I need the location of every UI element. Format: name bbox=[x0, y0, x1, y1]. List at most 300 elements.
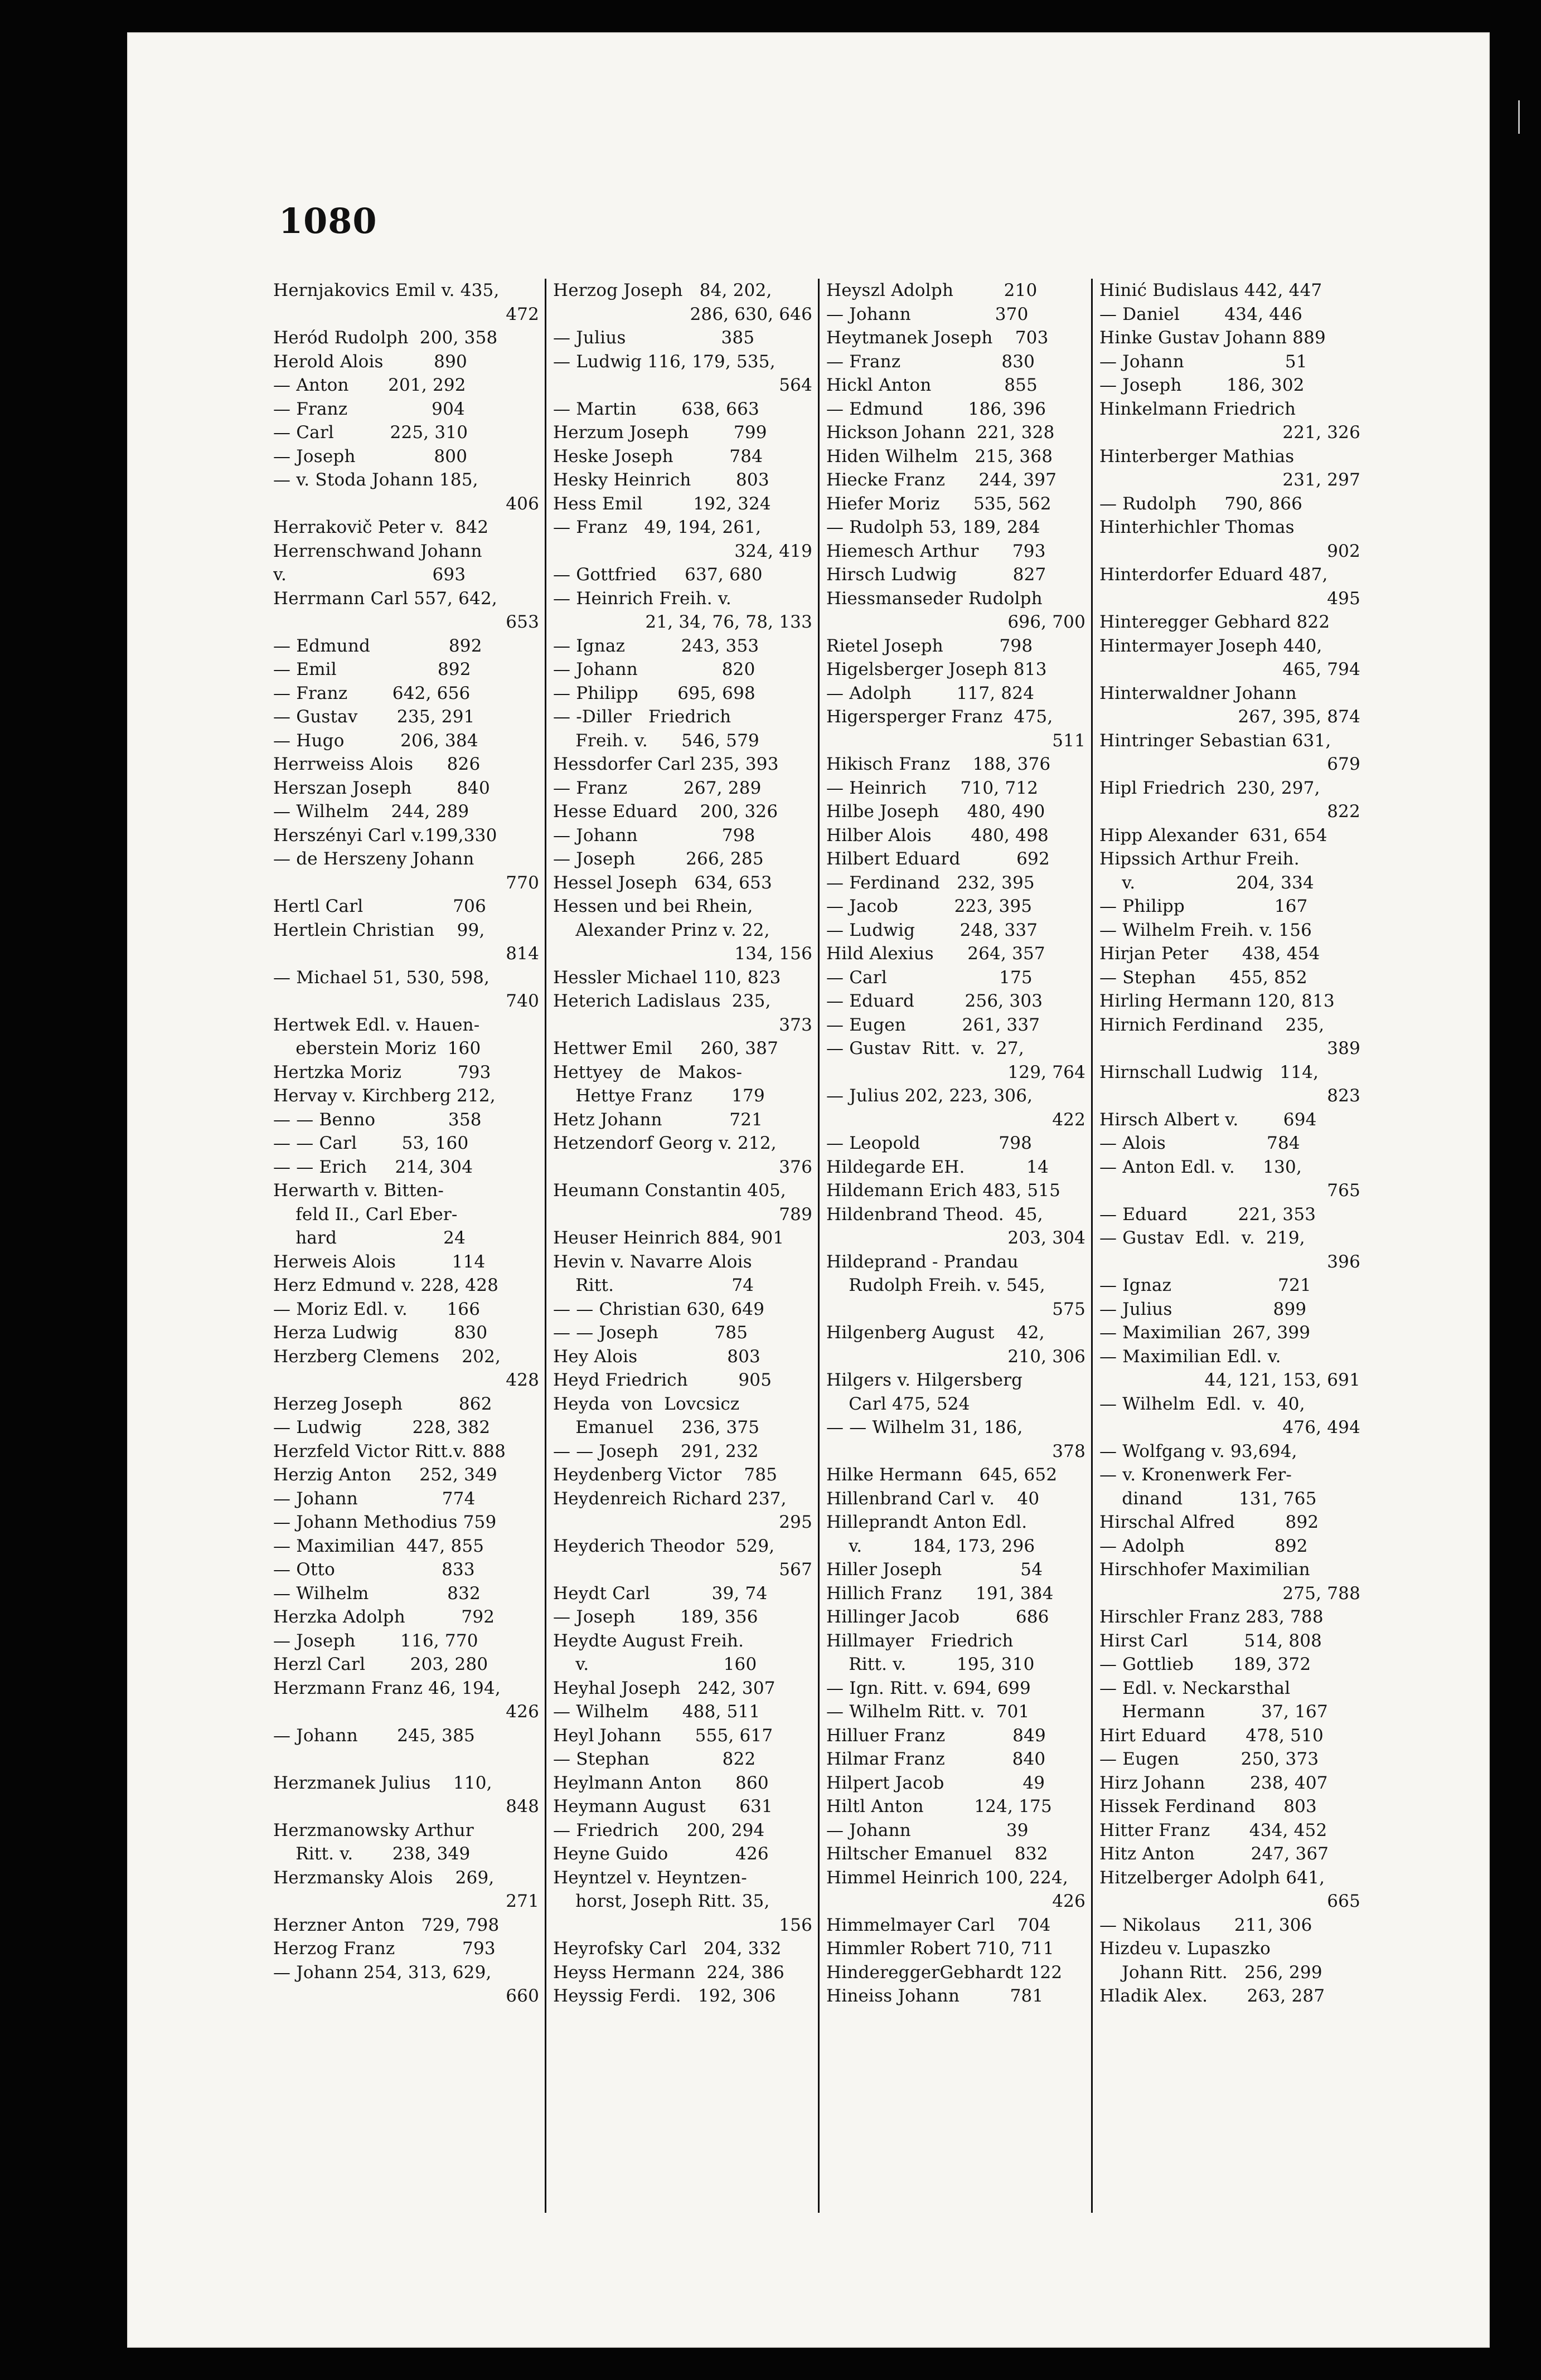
index-entry: Herzmanek Julius 110, bbox=[273, 1772, 492, 1793]
index-entry: — Stephan 455, 852 bbox=[1099, 967, 1307, 988]
index-entry: — Wilhelm 244, 289 bbox=[273, 802, 469, 822]
index-entry: Hertwek Edl. v. Hauen- bbox=[273, 1014, 480, 1035]
index-entry: — Wolfgang v. 93,694, bbox=[1099, 1441, 1297, 1461]
index-entry: Heyl Johann 555, 617 bbox=[553, 1725, 773, 1746]
index-entry: 740 bbox=[506, 991, 539, 1011]
index-entry: Hilke Hermann 645, 652 bbox=[826, 1465, 1058, 1485]
index-entry: Hirt Eduard 478, 510 bbox=[1099, 1725, 1324, 1746]
index-entry: horst, Joseph Ritt. 35, bbox=[553, 1891, 770, 1911]
index-entry: 426 bbox=[1052, 1891, 1086, 1911]
index-entry: — Joseph 800 bbox=[273, 446, 468, 467]
index-entry: Hillmayer Friedrich bbox=[826, 1630, 1014, 1651]
index-entry: Hertl Carl 706 bbox=[273, 896, 486, 916]
index-entry: — Leopold 798 bbox=[826, 1133, 1033, 1153]
index-entry: Hirst Carl 514, 808 bbox=[1099, 1630, 1322, 1651]
index-entry: 575 bbox=[1052, 1299, 1086, 1319]
index-entry: Heyhal Joseph 242, 307 bbox=[553, 1678, 776, 1698]
index-entry: hard 24 bbox=[273, 1228, 466, 1248]
index-entry: Hernjakovics Emil v. 435, bbox=[273, 280, 500, 300]
index-entry: — Johann Methodius 759 bbox=[273, 1512, 497, 1532]
index-entry: — Eugen 261, 337 bbox=[826, 1014, 1040, 1035]
index-entry: dinand 131, 765 bbox=[1099, 1488, 1317, 1509]
index-entry: Hitz Anton 247, 367 bbox=[1099, 1844, 1329, 1864]
index-entry: 848 bbox=[506, 1796, 539, 1816]
index-entry: — Edmund 186, 396 bbox=[826, 399, 1046, 419]
index-entry: Hillich Franz 191, 384 bbox=[826, 1583, 1054, 1604]
index-entry: Herzog Joseph 84, 202, bbox=[553, 280, 772, 300]
index-entry: — Edmund 892 bbox=[273, 635, 482, 656]
index-entry: Rietel Joseph 798 bbox=[826, 635, 1033, 656]
index-entry: Hitter Franz 434, 452 bbox=[1099, 1820, 1327, 1840]
index-entry: Heumann Constantin 405, bbox=[553, 1181, 786, 1201]
index-entry: Hilgers v. Hilgersberg bbox=[826, 1370, 1023, 1390]
index-entry: Hilbe Joseph 480, 490 bbox=[826, 802, 1045, 822]
index-entry: — Johann 820 bbox=[553, 659, 755, 679]
index-entry: Herzner Anton 729, 798 bbox=[273, 1915, 500, 1935]
index-entry: Heydenreich Richard 237, bbox=[553, 1488, 787, 1509]
index-entry: Herrmann Carl 557, 642, bbox=[273, 588, 497, 609]
index-entry: Hertzka Moriz 793 bbox=[273, 1062, 491, 1082]
index-entry: Hettwer Emil 260, 387 bbox=[553, 1038, 779, 1058]
index-entry: Hinterhichler Thomas bbox=[1099, 517, 1295, 537]
index-entry: Hissek Ferdinand 803 bbox=[1099, 1796, 1317, 1816]
index-entry: — Friedrich 200, 294 bbox=[553, 1820, 765, 1840]
index-entry: — Alois 784 bbox=[1099, 1133, 1300, 1153]
index-entry: 389 bbox=[1327, 1038, 1360, 1058]
index-entry: — Johann 254, 313, 629, bbox=[273, 1962, 492, 1983]
index-entry: — Johann 51 bbox=[1099, 351, 1307, 372]
index-entry: Hiessmanseder Rudolph bbox=[826, 588, 1043, 609]
index-entry: — Eduard 256, 303 bbox=[826, 991, 1043, 1011]
index-entry: — Philipp 167 bbox=[1099, 896, 1308, 916]
index-entry: v. 160 bbox=[553, 1654, 757, 1674]
index-entry: — Adolph 117, 824 bbox=[826, 683, 1035, 703]
index-entry: 823 bbox=[1327, 1086, 1360, 1106]
index-entry: Hirschler Franz 283, 788 bbox=[1099, 1607, 1324, 1627]
index-entry: — Franz 642, 656 bbox=[273, 683, 471, 703]
index-entry: 696, 700 bbox=[1007, 612, 1086, 632]
index-entry: Hitzelberger Adolph 641, bbox=[1099, 1867, 1325, 1888]
index-entry: Hillinger Jacob 686 bbox=[826, 1607, 1049, 1627]
index-entry: — Wilhelm Freih. v. 156 bbox=[1099, 920, 1312, 940]
index-entry: Heyssig Ferdi. 192, 306 bbox=[553, 1986, 776, 2006]
index-entry: Carl 475, 524 bbox=[826, 1393, 970, 1414]
index-entry: Herszan Joseph 840 bbox=[273, 778, 490, 798]
index-entry: Hirz Johann 238, 407 bbox=[1099, 1772, 1328, 1793]
index-column-1 bbox=[273, 279, 546, 2213]
index-column-4 bbox=[1093, 279, 1366, 2213]
index-entry: — Maximilian 267, 399 bbox=[1099, 1323, 1311, 1343]
index-entry: Hess Emil 192, 324 bbox=[553, 493, 771, 514]
index-entry: Herweis Alois 114 bbox=[273, 1251, 486, 1272]
index-entry: Hessel Joseph 634, 653 bbox=[553, 872, 772, 893]
index-entry: 134, 156 bbox=[734, 944, 812, 964]
index-entry: — Edl. v. Neckarsthal bbox=[1099, 1678, 1291, 1698]
index-entry: — Moriz Edl. v. 166 bbox=[273, 1299, 481, 1319]
index-entry: Hladik Alex. 263, 287 bbox=[1099, 1986, 1325, 2006]
index-entry: 376 bbox=[779, 1157, 812, 1177]
index-entry: — — Carl 53, 160 bbox=[273, 1133, 469, 1153]
index-entry: Herzfeld Victor Ritt.v. 888 bbox=[273, 1441, 506, 1461]
index-entry: 271 bbox=[506, 1891, 539, 1911]
index-entry: Hilpert Jacob 49 bbox=[826, 1772, 1045, 1793]
index-entry: Hilbert Eduard 692 bbox=[826, 849, 1050, 869]
index-entry: Hertlein Christian 99, bbox=[273, 920, 485, 940]
index-entry: 378 bbox=[1052, 1441, 1086, 1461]
page-number: 1080 bbox=[279, 201, 377, 241]
index-entry: — Wilhelm Ritt. v. 701 bbox=[826, 1702, 1030, 1722]
index-entry: Hildegarde EH. 14 bbox=[826, 1157, 1049, 1177]
index-entry: 465, 794 bbox=[1282, 659, 1360, 679]
index-entry: Heród Rudolph 200, 358 bbox=[273, 328, 498, 348]
index-entry: Hervay v. Kirchberg 212, bbox=[273, 1086, 496, 1106]
index-entry: Herzeg Joseph 862 bbox=[273, 1393, 492, 1414]
index-entry: 472 bbox=[506, 304, 539, 324]
index-entry: Hilgenberg August 42, bbox=[826, 1323, 1045, 1343]
index-entry: 324, 419 bbox=[734, 541, 812, 561]
scanned-page bbox=[128, 33, 1489, 2347]
index-entry: Hirnschall Ludwig 114, bbox=[1099, 1062, 1319, 1082]
index-entry: Hesky Heinrich 803 bbox=[553, 470, 769, 490]
index-entry: Freih. v. 546, 579 bbox=[553, 730, 759, 751]
index-entry: 660 bbox=[506, 1986, 539, 2006]
index-entry: 814 bbox=[506, 944, 539, 964]
index-entry: Hickl Anton 855 bbox=[826, 375, 1038, 395]
index-entry: Herwarth v. Bitten- bbox=[273, 1181, 444, 1201]
index-entry: — Johann 774 bbox=[273, 1488, 476, 1509]
index-entry: — Rudolph 790, 866 bbox=[1099, 493, 1303, 514]
index-entry: 679 bbox=[1327, 754, 1360, 774]
index-entry: Heyntzel v. Heyntzen- bbox=[553, 1867, 747, 1888]
index-entry: — v. Stoda Johann 185, bbox=[273, 470, 478, 490]
index-entry: 267, 395, 874 bbox=[1238, 707, 1360, 727]
index-entry: Herz Edmund v. 228, 428 bbox=[273, 1275, 499, 1295]
index-entry: Herzmansky Alois 269, bbox=[273, 1867, 495, 1888]
index-entry: Hipl Friedrich 230, 297, bbox=[1099, 778, 1320, 798]
index-entry: Heymann August 631 bbox=[553, 1796, 773, 1816]
index-entry: Hiltl Anton 124, 175 bbox=[826, 1796, 1052, 1816]
index-entry: — Joseph 116, 770 bbox=[273, 1630, 478, 1651]
index-column-3 bbox=[820, 279, 1093, 2213]
index-entry: — Ludwig 228, 382 bbox=[273, 1417, 491, 1437]
index-entry: — Rudolph 53, 189, 284 bbox=[826, 517, 1040, 537]
index-entry: Heyderich Theodor 529, bbox=[553, 1536, 775, 1556]
index-entry: 286, 630, 646 bbox=[690, 304, 812, 324]
index-entry: Hettyey de Makos- bbox=[553, 1062, 743, 1082]
index-entry: Hinterwaldner Johann bbox=[1099, 683, 1297, 703]
index-entry: — Heinrich Freih. v. bbox=[553, 588, 731, 609]
index-entry: Hiefer Moriz 535, 562 bbox=[826, 493, 1051, 514]
index-entry: Hilleprandt Anton Edl. bbox=[826, 1512, 1028, 1532]
index-entry: — — Benno 358 bbox=[273, 1109, 482, 1130]
index-entry: Hickson Johann 221, 328 bbox=[826, 422, 1055, 443]
index-entry: — Gustav 235, 291 bbox=[273, 707, 475, 727]
index-entry: Heyda von Lovcsicz bbox=[553, 1393, 740, 1414]
index-entry: Ritt. v. 195, 310 bbox=[826, 1654, 1035, 1674]
index-entry: — Ludwig 248, 337 bbox=[826, 920, 1038, 940]
index-entry: Hintringer Sebastian 631, bbox=[1099, 730, 1331, 751]
index-entry: Rudolph Freih. v. 545, bbox=[826, 1275, 1045, 1295]
index-entry: Heylmann Anton 860 bbox=[553, 1772, 769, 1793]
index-entry: Hinterdorfer Eduard 487, bbox=[1099, 565, 1328, 585]
index-entry: Hinić Budislaus 442, 447 bbox=[1099, 280, 1322, 300]
index-entry: — Johann 798 bbox=[553, 825, 755, 846]
index-entry: Hiden Wilhelm 215, 368 bbox=[826, 446, 1053, 467]
index-entry: — Daniel 434, 446 bbox=[1099, 304, 1303, 324]
index-entry: — Joseph 189, 356 bbox=[553, 1607, 758, 1627]
index-entry: — Otto 833 bbox=[273, 1560, 475, 1580]
index-entry: Hildemann Erich 483, 515 bbox=[826, 1181, 1061, 1201]
index-entry: 21, 34, 76, 78, 133 bbox=[645, 612, 812, 632]
index-entry: Hirschal Alfred 892 bbox=[1099, 1512, 1319, 1532]
index-entry: Herszényi Carl v.199,330 bbox=[273, 825, 497, 846]
index-entry: Hiecke Franz 244, 397 bbox=[826, 470, 1057, 490]
index-entry: Heydt Carl 39, 74 bbox=[553, 1583, 768, 1604]
index-entry: Herzog Franz 793 bbox=[273, 1939, 496, 1959]
index-entry: Hilmar Franz 840 bbox=[826, 1749, 1046, 1769]
index-entry: Herzmann Franz 46, 194, bbox=[273, 1678, 501, 1698]
index-entry: — Franz 267, 289 bbox=[553, 778, 762, 798]
index-entry: Hirnich Ferdinand 235, bbox=[1099, 1014, 1325, 1035]
index-entry: — Gottfried 637, 680 bbox=[553, 565, 763, 585]
index-entry: Hiller Joseph 54 bbox=[826, 1560, 1043, 1580]
index-entry: v. 693 bbox=[273, 565, 466, 585]
index-entry: Hinterberger Mathias bbox=[1099, 446, 1295, 467]
index-entry: Hessen und bei Rhein, bbox=[553, 896, 753, 916]
index-entry: — Franz 904 bbox=[273, 399, 465, 419]
index-entry: — Maximilian 447, 855 bbox=[273, 1536, 484, 1556]
index-entry: — Eugen 250, 373 bbox=[1099, 1749, 1319, 1769]
index-entry: Hermann 37, 167 bbox=[1099, 1702, 1328, 1722]
index-entry: — Johann 39 bbox=[826, 1820, 1029, 1840]
index-entry: — Wilhelm 488, 511 bbox=[553, 1702, 760, 1722]
index-entry: — Joseph 266, 285 bbox=[553, 849, 764, 869]
index-entry: Herrenschwand Johann bbox=[273, 541, 482, 561]
index-entry: Hipp Alexander 631, 654 bbox=[1099, 825, 1327, 846]
index-entry: — Ignaz 721 bbox=[1099, 1275, 1311, 1295]
index-entry: Hirsch Ludwig 827 bbox=[826, 565, 1046, 585]
index-entry: 44, 121, 153, 691 bbox=[1204, 1370, 1360, 1390]
index-entry: Herzig Anton 252, 349 bbox=[273, 1465, 497, 1485]
index-entry: — — Erich 214, 304 bbox=[273, 1157, 473, 1177]
index-entry: Hetz Johann 721 bbox=[553, 1109, 763, 1130]
index-entry: — Johann 370 bbox=[826, 304, 1029, 324]
index-entry: Hildenbrand Theod. 45, bbox=[826, 1204, 1043, 1225]
index-entry: — Hugo 206, 384 bbox=[273, 730, 478, 751]
index-entry: Herzmanowsky Arthur bbox=[273, 1820, 474, 1840]
index-entry: v. 204, 334 bbox=[1099, 872, 1314, 893]
index-entry: — — Wilhelm 31, 186, bbox=[826, 1417, 1023, 1437]
index-entry: — Gustav Edl. v. 219, bbox=[1099, 1228, 1305, 1248]
index-entry: HindereggerGebhardt 122 bbox=[826, 1962, 1063, 1983]
index-entry: Heyszl Adolph 210 bbox=[826, 280, 1038, 300]
index-entry: Heydenberg Victor 785 bbox=[553, 1465, 778, 1485]
index-entry: 373 bbox=[779, 1014, 812, 1035]
index-entry: — Carl 175 bbox=[826, 967, 1033, 988]
index-entry: — Ignaz 243, 353 bbox=[553, 635, 759, 656]
index-entry: — Adolph 892 bbox=[1099, 1536, 1308, 1556]
index-entry: 396 bbox=[1327, 1251, 1360, 1272]
index-entry: 789 bbox=[779, 1204, 812, 1225]
index-entry: — Anton Edl. v. 130, bbox=[1099, 1157, 1302, 1177]
index-entry: Hinkelmann Friedrich bbox=[1099, 399, 1296, 419]
index-entry: Herzum Joseph 799 bbox=[553, 422, 767, 443]
index-entry: — Nikolaus 211, 306 bbox=[1099, 1915, 1312, 1935]
index-entry: Herza Ludwig 830 bbox=[273, 1323, 488, 1343]
index-entry: Heydte August Freih. bbox=[553, 1630, 744, 1651]
index-entry: — Jacob 223, 395 bbox=[826, 896, 1033, 916]
index-entry: — Wilhelm Edl. v. 40, bbox=[1099, 1393, 1305, 1414]
index-entry: — — Christian 630, 649 bbox=[553, 1299, 765, 1319]
index-entry: 275, 788 bbox=[1282, 1583, 1360, 1604]
index-entry: Hesse Eduard 200, 326 bbox=[553, 802, 778, 822]
index-entry: Ritt. v. 238, 349 bbox=[273, 1844, 471, 1864]
index-entry: Johann Ritt. 256, 299 bbox=[1099, 1962, 1322, 1983]
index-entry: Hirschhofer Maximilian bbox=[1099, 1560, 1310, 1580]
index-entry: Hirsch Albert v. 694 bbox=[1099, 1109, 1317, 1130]
index-entry: 221, 326 bbox=[1282, 422, 1360, 443]
index-entry: — Maximilian Edl. v. bbox=[1099, 1346, 1281, 1367]
index-entry: Herrweiss Alois 826 bbox=[273, 754, 481, 774]
index-entry: 210, 306 bbox=[1007, 1346, 1086, 1367]
index-entry: Hikisch Franz 188, 376 bbox=[826, 754, 1051, 774]
scan-edge-mark bbox=[1518, 100, 1520, 134]
index-entry: — Franz 830 bbox=[826, 351, 1035, 372]
index-entry: Hirjan Peter 438, 454 bbox=[1099, 944, 1320, 964]
index-entry: 295 bbox=[779, 1512, 812, 1532]
index-entry: — — Joseph 785 bbox=[553, 1323, 748, 1343]
index-entry: eberstein Moriz 160 bbox=[273, 1038, 481, 1058]
index-entry: Herzberg Clemens 202, bbox=[273, 1346, 501, 1367]
index-entry: feld II., Carl Eber- bbox=[273, 1204, 458, 1225]
index-column-2 bbox=[546, 279, 820, 2213]
index-entry: — Julius 385 bbox=[553, 328, 755, 348]
index-entry: Hilber Alois 480, 498 bbox=[826, 825, 1049, 846]
index-entry: — Eduard 221, 353 bbox=[1099, 1204, 1316, 1225]
index-entry: — v. Kronenwerk Fer- bbox=[1099, 1465, 1292, 1485]
index-entry: Higersperger Franz 475, bbox=[826, 707, 1053, 727]
index-entry: Herold Alois 890 bbox=[273, 351, 467, 372]
index-entry: Hilluer Franz 849 bbox=[826, 1725, 1046, 1746]
index-entry: Hildeprand - Prandau bbox=[826, 1251, 1019, 1272]
index-entry: 765 bbox=[1327, 1181, 1360, 1201]
index-entry: 231, 297 bbox=[1282, 470, 1360, 490]
index-entry: 156 bbox=[779, 1915, 812, 1935]
index-entry: Herzl Carl 203, 280 bbox=[273, 1654, 488, 1674]
index-entry: Heske Joseph 784 bbox=[553, 446, 763, 467]
index-entry: Himmel Heinrich 100, 224, bbox=[826, 1867, 1068, 1888]
index-entry: 203, 304 bbox=[1007, 1228, 1086, 1248]
index-entry: Hey Alois 803 bbox=[553, 1346, 760, 1367]
index-entry: Hessdorfer Carl 235, 393 bbox=[553, 754, 779, 774]
index-entry: 822 bbox=[1327, 802, 1360, 822]
index-entry: — Ludwig 116, 179, 535, bbox=[553, 351, 776, 372]
index-entry: Heyrofsky Carl 204, 332 bbox=[553, 1939, 782, 1959]
index-entry: 406 bbox=[506, 493, 539, 514]
index-entry: 476, 494 bbox=[1282, 1417, 1360, 1437]
index-entry: 665 bbox=[1327, 1891, 1360, 1911]
index-entry: Herrakovič Peter v. 842 bbox=[273, 517, 489, 537]
index-entry: 129, 764 bbox=[1007, 1062, 1086, 1082]
index-entry: Hineiss Johann 781 bbox=[826, 1986, 1044, 2006]
index-entry: Emanuel 236, 375 bbox=[553, 1417, 760, 1437]
index-entry: Heuser Heinrich 884, 901 bbox=[553, 1228, 784, 1248]
index-entry: 422 bbox=[1052, 1109, 1086, 1130]
index-entry: — Philipp 695, 698 bbox=[553, 683, 755, 703]
index-entry: — de Herszeny Johann bbox=[273, 849, 474, 869]
index-entry: — Joseph 186, 302 bbox=[1099, 375, 1305, 395]
index-entry: Ritt. 74 bbox=[553, 1275, 754, 1295]
index-entry: 564 bbox=[779, 375, 812, 395]
index-entry: Hirling Hermann 120, 813 bbox=[1099, 991, 1335, 1011]
index-entry: Hetzendorf Georg v. 212, bbox=[553, 1133, 777, 1153]
index-entry: — Anton 201, 292 bbox=[273, 375, 466, 395]
index-entry: Hillenbrand Carl v. 40 bbox=[826, 1488, 1040, 1509]
index-entry: 653 bbox=[506, 612, 539, 632]
index-entry: Himmelmayer Carl 704 bbox=[826, 1915, 1051, 1935]
index-entry bbox=[273, 1747, 539, 1771]
index-entry: — Emil 892 bbox=[273, 659, 471, 679]
index-entry: 426 bbox=[506, 1702, 539, 1722]
index-entry: Hipssich Arthur Freih. bbox=[1099, 849, 1300, 869]
index-entry: — Heinrich 710, 712 bbox=[826, 778, 1039, 798]
index-entry: Heyd Friedrich 905 bbox=[553, 1370, 772, 1390]
index-entry: 902 bbox=[1327, 541, 1360, 561]
index-entry: — Stephan 822 bbox=[553, 1749, 756, 1769]
index-entry: Heytmanek Joseph 703 bbox=[826, 328, 1049, 348]
index-entry: — Ferdinand 232, 395 bbox=[826, 872, 1035, 893]
index-columns bbox=[273, 279, 1541, 2213]
index-entry: — Franz 49, 194, 261, bbox=[553, 517, 762, 537]
index-entry: — Johann 245, 385 bbox=[273, 1725, 475, 1746]
index-entry: Hinke Gustav Johann 889 bbox=[1099, 328, 1326, 348]
index-entry: — — Joseph 291, 232 bbox=[553, 1441, 759, 1461]
index-entry: — Ign. Ritt. v. 694, 699 bbox=[826, 1678, 1031, 1698]
index-entry: Heterich Ladislaus 235, bbox=[553, 991, 771, 1011]
index-entry: Hevin v. Navarre Alois bbox=[553, 1251, 752, 1272]
index-entry: — -Diller Friedrich bbox=[553, 707, 731, 727]
index-entry: — Julius 202, 223, 306, bbox=[826, 1086, 1033, 1106]
index-entry: v. 184, 173, 296 bbox=[826, 1536, 1035, 1556]
index-entry: 495 bbox=[1327, 588, 1360, 609]
index-entry: Hinteregger Gebhard 822 bbox=[1099, 612, 1330, 632]
index-entry: Heyne Guido 426 bbox=[553, 1844, 769, 1864]
index-entry: Himmler Robert 710, 711 bbox=[826, 1939, 1054, 1959]
index-entry: Alexander Prinz v. 22, bbox=[553, 920, 770, 940]
index-entry: 770 bbox=[506, 872, 539, 893]
index-entry: — Gustav Ritt. v. 27, bbox=[826, 1038, 1024, 1058]
index-entry: Herzka Adolph 792 bbox=[273, 1607, 495, 1627]
index-entry: Heyss Hermann 224, 386 bbox=[553, 1962, 784, 1983]
index-entry: 567 bbox=[779, 1560, 812, 1580]
index-entry: Hettye Franz 179 bbox=[553, 1086, 765, 1106]
index-entry: — Carl 225, 310 bbox=[273, 422, 468, 443]
index-entry: Hintermayer Joseph 440, bbox=[1099, 635, 1322, 656]
index-entry: — Michael 51, 530, 598, bbox=[273, 967, 490, 988]
index-entry: Hild Alexius 264, 357 bbox=[826, 944, 1045, 964]
index-entry: — Julius 899 bbox=[1099, 1299, 1307, 1319]
index-entry: — Martin 638, 663 bbox=[553, 399, 759, 419]
index-entry: Hiltscher Emanuel 832 bbox=[826, 1844, 1048, 1864]
index-entry: Hessler Michael 110, 823 bbox=[553, 967, 781, 988]
index-entry: — Gottlieb 189, 372 bbox=[1099, 1654, 1311, 1674]
index-entry: 511 bbox=[1052, 730, 1086, 751]
index-entry: — Wilhelm 832 bbox=[273, 1583, 481, 1604]
index-entry: Hizdeu v. Lupaszko bbox=[1099, 1939, 1271, 1959]
index-entry: 428 bbox=[506, 1370, 539, 1390]
index-entry: Higelsberger Joseph 813 bbox=[826, 659, 1047, 679]
index-entry: Hiemesch Arthur 793 bbox=[826, 541, 1046, 561]
